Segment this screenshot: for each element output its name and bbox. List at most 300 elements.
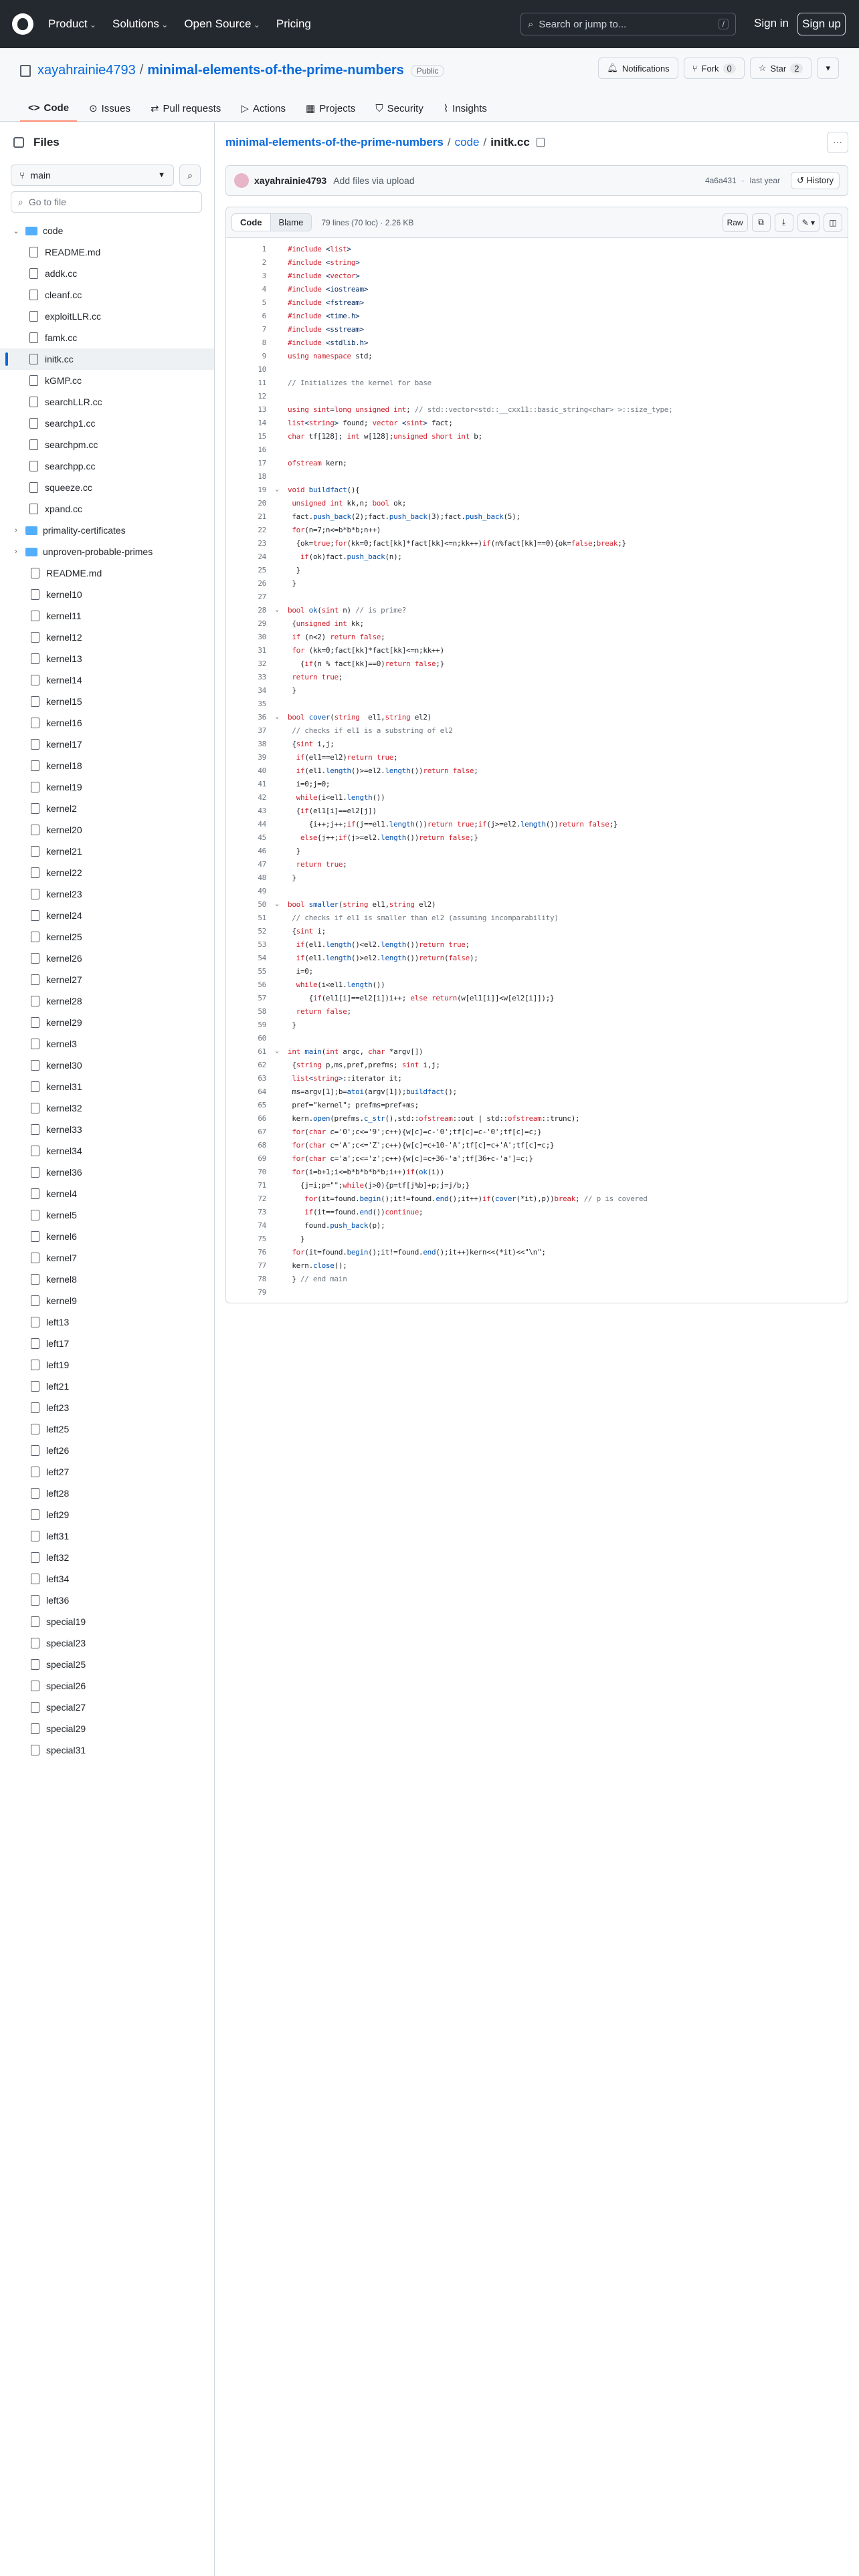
symbols-panel-icon[interactable]: ◫ <box>824 213 842 232</box>
tree-item-label: initk.cc <box>45 354 74 364</box>
code-text: for(n=7;n<=b*b*b;n++) <box>292 525 381 534</box>
tree-file[interactable] <box>0 1440 214 1461</box>
file-icon <box>31 1039 39 1049</box>
code-text: if(el1.length()>el2.length())return(false); <box>296 953 478 962</box>
tree-item-label: code <box>43 225 64 236</box>
tree-file[interactable] <box>0 841 214 862</box>
line-number[interactable]: 22 <box>258 525 266 534</box>
line-number[interactable]: 51 <box>258 913 266 922</box>
line-number[interactable]: 42 <box>258 792 266 802</box>
line-number[interactable]: 5 <box>262 298 266 307</box>
fold-chevron-icon[interactable]: ⌄ <box>275 901 279 907</box>
line-number[interactable]: 7 <box>262 324 266 334</box>
tree-file[interactable] <box>0 605 214 627</box>
fork-icon: ⑂ <box>692 63 698 74</box>
line-number[interactable]: 8 <box>262 338 266 347</box>
code-line <box>226 683 848 697</box>
commit-author[interactable]: xayahrainie4793 <box>254 175 327 186</box>
tab-label: Pull requests <box>163 102 221 114</box>
line-number[interactable]: 26 <box>258 578 266 588</box>
tree-file[interactable] <box>0 413 214 434</box>
tree-item-label: kernel3 <box>46 1039 77 1049</box>
file-icon <box>31 1574 39 1584</box>
tree-file[interactable] <box>0 862 214 883</box>
line-number[interactable]: 45 <box>258 833 266 842</box>
line-number[interactable]: 46 <box>258 846 266 855</box>
blame-view-tab[interactable]: Blame <box>271 214 312 231</box>
line-number[interactable]: 14 <box>258 418 266 427</box>
line-number[interactable]: 13 <box>258 405 266 414</box>
file-icon <box>31 696 39 707</box>
line-number[interactable]: 34 <box>258 685 266 695</box>
line-number[interactable]: 11 <box>258 378 266 387</box>
tree-item-label: primality-certificates <box>43 525 126 536</box>
tree-item-label: left19 <box>46 1360 70 1370</box>
code-view-tab[interactable]: Code <box>232 214 271 231</box>
line-number[interactable]: 77 <box>258 1261 266 1270</box>
file-icon <box>31 974 39 985</box>
line-number[interactable]: 62 <box>258 1060 266 1069</box>
file-icon <box>31 1616 39 1627</box>
edit-icon[interactable]: ✎ ▾ <box>797 213 820 232</box>
file-icon <box>29 247 38 257</box>
line-number[interactable]: 24 <box>258 552 266 561</box>
tree-file[interactable] <box>0 1461 214 1483</box>
tree-file[interactable] <box>0 691 214 712</box>
tree-file[interactable] <box>0 284 214 306</box>
line-number[interactable]: 2 <box>262 257 266 267</box>
tab-actions[interactable] <box>233 95 294 122</box>
code-line <box>226 777 848 790</box>
file-icon <box>31 1681 39 1691</box>
code-line <box>226 483 848 496</box>
raw-button[interactable]: Raw <box>723 213 748 232</box>
issue-icon: ⊙ <box>89 103 98 114</box>
line-number[interactable]: 15 <box>258 431 266 441</box>
tree-item-label: special25 <box>46 1659 86 1670</box>
tree-file[interactable] <box>0 1012 214 1033</box>
line-number[interactable]: 79 <box>258 1287 266 1297</box>
tree-file[interactable] <box>0 477 214 498</box>
line-number[interactable]: 75 <box>258 1234 266 1243</box>
code-text: } <box>288 873 296 882</box>
code-line <box>226 630 848 643</box>
tree-file[interactable] <box>0 1033 214 1055</box>
tree-file[interactable] <box>0 948 214 969</box>
line-number[interactable]: 43 <box>258 806 266 815</box>
line-number[interactable]: 6 <box>262 311 266 320</box>
code-text: int main(int argc, char *argv[]) <box>288 1047 423 1056</box>
search-icon: ⌕ <box>528 18 534 30</box>
nav-open-source[interactable]: Open Source ⌄ <box>184 17 260 31</box>
tree-file[interactable] <box>0 498 214 520</box>
line-number[interactable]: 52 <box>258 926 266 936</box>
tree-item-label: kernel26 <box>46 953 82 964</box>
code-text: kern.open(prefms.c_str(),std::ofstream::out | std::ofstream::trunc); <box>288 1113 580 1123</box>
code-line <box>226 817 848 831</box>
go-to-file-input[interactable] <box>11 191 202 213</box>
tree-file[interactable] <box>0 370 214 391</box>
tree-file[interactable] <box>0 1226 214 1247</box>
file-icon <box>31 1081 39 1092</box>
tree-file[interactable] <box>0 883 214 905</box>
tree-file[interactable] <box>0 1162 214 1183</box>
line-number[interactable]: 74 <box>258 1220 266 1230</box>
tree-file[interactable] <box>0 712 214 734</box>
history-button[interactable] <box>791 172 840 189</box>
line-number[interactable]: 28 <box>258 605 266 615</box>
nav-pricing[interactable]: Pricing <box>276 17 311 30</box>
line-number[interactable]: 49 <box>258 886 266 895</box>
tree-file[interactable] <box>0 1568 214 1590</box>
tree-item-label: searchLLR.cc <box>45 397 102 407</box>
tree-file[interactable] <box>0 648 214 669</box>
line-number[interactable]: 68 <box>258 1140 266 1150</box>
line-number[interactable]: 58 <box>258 1006 266 1016</box>
tree-file[interactable] <box>0 1097 214 1119</box>
line-number[interactable]: 3 <box>262 271 266 280</box>
tree-item-label: kernel14 <box>46 675 82 685</box>
tree-folder[interactable] <box>0 541 214 562</box>
copy-path-icon[interactable] <box>537 138 545 147</box>
line-number[interactable]: 12 <box>258 391 266 401</box>
code-line <box>226 309 848 322</box>
file-icon <box>31 1274 39 1285</box>
line-number[interactable]: 17 <box>258 458 266 467</box>
line-number[interactable]: 21 <box>258 512 266 521</box>
code-text: i=0;j=0; <box>288 779 330 788</box>
fork-count: 0 <box>723 64 736 74</box>
search-icon: ⌕ <box>187 170 193 181</box>
code-text: for(char c='a';c<='z';c++){w[c]=c+36-'a';tf[36+c-'a']=c;} <box>292 1154 533 1163</box>
commit-sha[interactable]: 4a6a431 <box>704 176 737 185</box>
line-number[interactable]: 39 <box>258 752 266 762</box>
code-text: return true; <box>296 859 347 869</box>
code-line <box>226 978 848 991</box>
branch-selector[interactable] <box>11 165 174 186</box>
fork-button[interactable] <box>684 58 745 79</box>
commit-message[interactable]: Add files via upload <box>333 175 415 186</box>
tree-file[interactable] <box>0 1504 214 1525</box>
history-label: History <box>806 175 834 185</box>
tree-file[interactable] <box>0 776 214 798</box>
code-text: {string p,ms,pref,prefms; sint i,j; <box>288 1060 440 1069</box>
tree-file[interactable] <box>0 455 214 477</box>
download-icon[interactable]: ⤓ <box>775 213 793 232</box>
tree-file[interactable] <box>0 1547 214 1568</box>
line-number[interactable]: 47 <box>258 859 266 869</box>
code-line <box>226 911 848 924</box>
line-number[interactable]: 19 <box>258 485 266 494</box>
code-text: {sint i,j; <box>288 739 335 748</box>
tab-code[interactable] <box>20 95 77 122</box>
line-number[interactable]: 9 <box>262 351 266 360</box>
tree-file[interactable] <box>0 1483 214 1504</box>
tree-item-label: kernel33 <box>46 1124 82 1135</box>
line-number[interactable]: 40 <box>258 766 266 775</box>
line-number[interactable]: 70 <box>258 1167 266 1176</box>
fold-chevron-icon[interactable]: ⌄ <box>275 607 279 613</box>
tree-item-label: kernel7 <box>46 1253 77 1263</box>
line-number[interactable]: 44 <box>258 819 266 829</box>
line-number[interactable]: 37 <box>258 726 266 735</box>
fold-chevron-icon[interactable]: ⌄ <box>275 714 279 720</box>
line-number[interactable]: 71 <box>258 1180 266 1190</box>
tree-item-label: kernel29 <box>46 1017 82 1028</box>
star-dropdown-button[interactable] <box>817 58 839 79</box>
tree-file[interactable] <box>0 263 214 284</box>
tree-file[interactable] <box>0 1590 214 1611</box>
file-icon <box>31 1702 39 1713</box>
line-number[interactable]: 61 <box>258 1047 266 1056</box>
nav-product[interactable]: Product ⌄ <box>48 17 96 31</box>
repo-icon <box>20 65 31 77</box>
visibility-badge: Public <box>411 65 445 77</box>
tree-item-label: famk.cc <box>45 332 78 343</box>
tree-file[interactable] <box>0 391 214 413</box>
table-icon: ▦ <box>306 103 316 114</box>
tree-file[interactable] <box>0 990 214 1012</box>
nav-solutions[interactable]: Solutions ⌄ <box>112 17 168 31</box>
file-meta: 79 lines (70 loc) · 2.26 KB <box>321 217 414 227</box>
repo-owner-link[interactable]: xayahrainie4793 <box>37 63 136 78</box>
copy-icon[interactable]: ⧉ <box>752 213 771 232</box>
line-number[interactable]: 16 <box>258 445 266 454</box>
tree-file[interactable] <box>0 798 214 819</box>
tree-file[interactable] <box>0 1119 214 1140</box>
chevron-right-icon[interactable]: › <box>15 526 17 534</box>
notifications-button[interactable] <box>598 58 678 79</box>
tree-item-label: kernel22 <box>46 867 82 878</box>
code-text: for(i=b+1;i<=b*b*b*b*b;i++)if(ok(i)) <box>292 1167 444 1176</box>
code-text: } <box>288 1234 305 1243</box>
line-number[interactable]: 69 <box>258 1154 266 1163</box>
tree-item-label: searchp1.cc <box>45 418 96 429</box>
chevron-down-icon[interactable]: ⌄ <box>13 227 19 235</box>
tab-label: Security <box>387 102 423 114</box>
tree-file[interactable] <box>0 1632 214 1654</box>
tree-folder[interactable] <box>0 520 214 541</box>
line-number[interactable]: 65 <box>258 1100 266 1109</box>
tab-issues[interactable] <box>81 95 138 122</box>
line-number[interactable]: 73 <box>258 1207 266 1216</box>
tree-file[interactable] <box>0 627 214 648</box>
code-text: found.push_back(p); <box>288 1220 385 1230</box>
line-number[interactable]: 27 <box>258 592 266 601</box>
tree-file[interactable] <box>0 241 214 263</box>
tree-file[interactable] <box>0 905 214 926</box>
tree-item-label: kernel32 <box>46 1103 82 1113</box>
file-icon <box>31 568 39 578</box>
tree-file[interactable] <box>0 1675 214 1697</box>
tab-label: Issues <box>101 102 130 114</box>
more-options-button[interactable]: ··· <box>827 132 848 153</box>
code-text: for(it=found.begin();it!=found.end();it++)kern<<(*it)<<"\n"; <box>292 1247 546 1257</box>
breadcrumb <box>225 136 545 149</box>
line-number[interactable]: 38 <box>258 739 266 748</box>
file-icon <box>31 1210 39 1220</box>
tree-file[interactable] <box>0 1333 214 1354</box>
tree-file[interactable] <box>0 926 214 948</box>
tree-file[interactable] <box>0 1269 214 1290</box>
tab-projects[interactable] <box>298 95 363 122</box>
code-text: #include <string> <box>288 257 360 267</box>
line-number[interactable]: 4 <box>262 284 266 294</box>
code-text: list<string>::iterator it; <box>292 1073 402 1083</box>
star-button[interactable] <box>750 58 812 79</box>
tree-item-label: kernel17 <box>46 739 82 750</box>
tree-file[interactable] <box>0 584 214 605</box>
line-number[interactable]: 48 <box>258 873 266 882</box>
tree-file[interactable] <box>0 1076 214 1097</box>
tree-file[interactable] <box>0 1311 214 1333</box>
tab-insights[interactable] <box>436 95 495 122</box>
line-number[interactable]: 64 <box>258 1087 266 1096</box>
code-line <box>226 897 848 911</box>
line-number[interactable]: 67 <box>258 1127 266 1136</box>
line-number[interactable]: 60 <box>258 1033 266 1043</box>
tree-file[interactable] <box>0 1055 214 1076</box>
line-number[interactable]: 33 <box>258 672 266 681</box>
tree-file[interactable] <box>0 755 214 776</box>
tab-label: Actions <box>252 102 286 114</box>
github-logo-icon[interactable] <box>12 13 33 35</box>
file-icon <box>31 996 39 1006</box>
tab-pull-requests[interactable] <box>142 95 229 122</box>
line-number[interactable]: 20 <box>258 498 266 508</box>
line-number[interactable]: 18 <box>258 471 266 481</box>
tree-folder[interactable] <box>0 220 214 241</box>
search-icon: ⌕ <box>18 196 23 207</box>
line-number[interactable]: 55 <box>258 966 266 976</box>
line-number[interactable]: 25 <box>258 565 266 574</box>
file-icon <box>31 1595 39 1606</box>
tree-item-label: left23 <box>46 1402 70 1413</box>
tree-file[interactable] <box>0 1204 214 1226</box>
line-number[interactable]: 57 <box>258 993 266 1002</box>
line-number[interactable]: 59 <box>258 1020 266 1029</box>
line-number[interactable]: 50 <box>258 899 266 909</box>
line-number[interactable]: 72 <box>258 1194 266 1203</box>
tree-file[interactable] <box>0 1290 214 1311</box>
tree-file[interactable] <box>0 562 214 584</box>
breadcrumb-dir-link[interactable]: code <box>454 136 480 148</box>
tree-item-label: kernel24 <box>46 910 82 921</box>
tree-item-label: kernel12 <box>46 632 82 643</box>
tab-label: Insights <box>452 102 487 114</box>
code-line <box>226 1259 848 1272</box>
code-text: {ok=true;for(kk=0;fact[kk]*fact[kk]<=n;kk++)if(n%fact[kk]==0){ok=false;break;} <box>288 538 626 548</box>
code-text: return false; <box>296 1006 351 1016</box>
collapse-sidebar-icon[interactable] <box>13 137 24 148</box>
tab-security[interactable] <box>367 95 431 122</box>
line-number[interactable]: 1 <box>262 244 266 253</box>
repo-name-link[interactable]: minimal-elements-of-the-prime-numbers <box>147 63 404 78</box>
tree-file[interactable] <box>0 1418 214 1440</box>
tree-file[interactable] <box>0 1247 214 1269</box>
code-line <box>226 831 848 844</box>
tree-file[interactable] <box>0 1354 214 1376</box>
line-number[interactable]: 54 <box>258 953 266 962</box>
code-line <box>226 1285 848 1299</box>
tree-file[interactable] <box>0 969 214 990</box>
line-number[interactable]: 31 <box>258 645 266 655</box>
line-number[interactable]: 63 <box>258 1073 266 1083</box>
line-number[interactable]: 78 <box>258 1274 266 1283</box>
line-number[interactable]: 56 <box>258 980 266 989</box>
line-number[interactable]: 76 <box>258 1247 266 1257</box>
tree-file[interactable] <box>0 348 214 370</box>
avatar[interactable] <box>234 173 249 188</box>
tree-file[interactable] <box>0 1140 214 1162</box>
tree-file[interactable] <box>0 819 214 841</box>
line-number[interactable]: 30 <box>258 632 266 641</box>
code-line <box>226 1205 848 1218</box>
tree-file[interactable] <box>0 327 214 348</box>
tree-file[interactable] <box>0 1697 214 1718</box>
code-line <box>226 670 848 683</box>
code-line <box>226 550 848 563</box>
search-input[interactable] <box>520 13 736 35</box>
code-line <box>226 536 848 550</box>
line-number[interactable]: 41 <box>258 779 266 788</box>
line-number[interactable]: 32 <box>258 659 266 668</box>
file-icon <box>31 1488 39 1499</box>
tree-file[interactable] <box>0 1397 214 1418</box>
tree-file[interactable] <box>0 1611 214 1632</box>
file-icon <box>29 268 38 279</box>
tree-file[interactable] <box>0 669 214 691</box>
line-number[interactable]: 36 <box>258 712 266 722</box>
line-number[interactable]: 35 <box>258 699 266 708</box>
tree-item-label: kernel36 <box>46 1167 82 1178</box>
file-icon <box>31 1338 39 1349</box>
sign-up-button[interactable]: Sign up <box>797 13 846 35</box>
tree-file[interactable] <box>0 1739 214 1761</box>
tree-file[interactable] <box>0 434 214 455</box>
fold-chevron-icon[interactable]: ⌄ <box>275 486 279 493</box>
breadcrumb-repo-link[interactable]: minimal-elements-of-the-prime-numbers <box>225 136 444 148</box>
code-line <box>226 496 848 510</box>
line-number[interactable]: 10 <box>258 364 266 374</box>
tree-file[interactable] <box>0 1183 214 1204</box>
chevron-right-icon[interactable]: › <box>15 548 17 556</box>
tree-file[interactable] <box>0 306 214 327</box>
fold-chevron-icon[interactable]: ⌄ <box>275 1048 279 1055</box>
code-line <box>226 1245 848 1259</box>
tree-file[interactable] <box>0 734 214 755</box>
code-text: pref="kernel"; prefms=pref+ms; <box>288 1100 419 1109</box>
code-text: } <box>288 578 296 588</box>
tree-item-label: left34 <box>46 1574 70 1584</box>
code-text: bool smaller(string el1,string el2) <box>288 899 436 909</box>
tree-file[interactable] <box>0 1525 214 1547</box>
code-line <box>226 1125 848 1138</box>
line-number[interactable]: 66 <box>258 1113 266 1123</box>
code-text: {unsigned int kk; <box>288 619 364 628</box>
tree-file[interactable] <box>0 1718 214 1739</box>
sign-in-link[interactable]: Sign in <box>754 17 789 29</box>
line-number[interactable]: 53 <box>258 940 266 949</box>
top-navbar <box>0 0 859 48</box>
search-files-button[interactable] <box>179 165 201 186</box>
tree-file[interactable] <box>0 1376 214 1397</box>
line-number[interactable]: 23 <box>258 538 266 548</box>
code-text: {if(n % fact[kk]==0)return false;} <box>288 659 444 668</box>
line-number[interactable]: 29 <box>258 619 266 628</box>
file-icon <box>31 675 39 685</box>
tree-file[interactable] <box>0 1654 214 1675</box>
